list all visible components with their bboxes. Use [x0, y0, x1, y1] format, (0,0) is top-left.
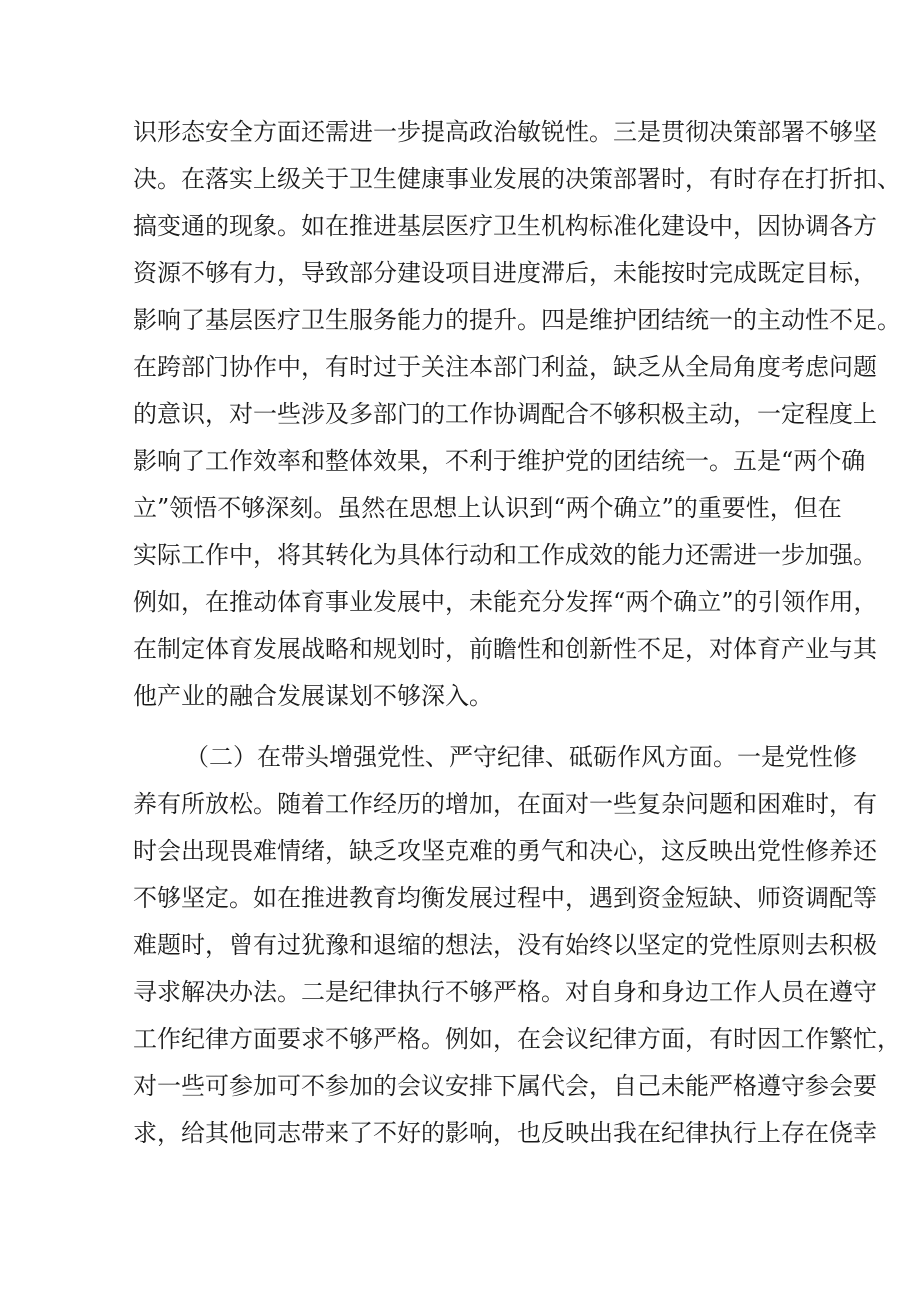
paragraph-line: 的意识，对一些涉及多部门的工作协调配合不够积极主动，一定程度上 — [133, 400, 877, 428]
paragraph-line: 对一些可参加可不参加的会议安排下属代会，自己未能严格遵守参会要 — [133, 1072, 877, 1100]
paragraph-line: 搞变通的现象。如在推进基层医疗卫生机构标准化建设中，因协调各方 — [133, 212, 877, 240]
paragraph-line: 求，给其他同志带来了不好的影响，也反映出我在纪律执行上存在侥幸 — [133, 1119, 877, 1147]
paragraph-line: 影响了工作效率和整体效果，不利于维护党的团结统一。五是“两个确 — [133, 447, 866, 475]
paragraph-line: 资源不够有力，导致部分建设项目进度滞后，未能按时完成既定目标， — [133, 259, 877, 287]
paragraph-line: 决。在落实上级关于卫生健康事业发展的决策部署时，有时存在打折扣、 — [133, 165, 901, 193]
paragraph-line: 不够坚定。如在推进教育均衡发展过程中，遇到资金短缺、师资调配等 — [133, 884, 877, 912]
paragraph-line: 在跨部门协作中，有时过于关注本部门利益，缺乏从全局角度考虑问题 — [133, 353, 877, 381]
paragraph-line: 实际工作中，将其转化为具体行动和工作成效的能力还需进一步加强。 — [133, 541, 877, 569]
paragraph-line: 识形态安全方面还需进一步提高政治敏锐性。三是贯彻决策部署不够坚 — [133, 118, 877, 146]
paragraph-line: 他产业的融合发展谋划不够深入。 — [133, 682, 493, 710]
paragraph-line: 例如，在推动体育事业发展中，未能充分发挥“两个确立”的引领作用， — [133, 588, 878, 616]
paragraph-line: 影响了基层医疗卫生服务能力的提升。四是维护团结统一的主动性不足。 — [133, 306, 901, 334]
section-heading-line: （二）在带头增强党性、严守纪律、砥砺作风方面。一是党性修 — [185, 743, 857, 771]
paragraph-line: 时会出现畏难情绪，缺乏攻坚克难的勇气和决心，这反映出党性修养还 — [133, 837, 877, 865]
paragraph-line: 难题时，曾有过犹豫和退缩的想法，没有始终以坚定的党性原则去积极 — [133, 931, 877, 959]
paragraph-line: 养有所放松。随着工作经历的增加，在面对一些复杂问题和困难时，有 — [133, 790, 877, 818]
paragraph-line: 工作纪律方面要求不够严格。例如，在会议纪律方面，有时因工作繁忙， — [133, 1025, 901, 1053]
paragraph-line: 在制定体育发展战略和规划时，前瞻性和创新性不足，对体育产业与其 — [133, 635, 877, 663]
paragraph-line: 立”领悟不够深刻。虽然在思想上认识到“两个确立”的重要性，但在 — [133, 494, 842, 522]
paragraph-line: 寻求解决办法。二是纪律执行不够严格。对自身和身边工作人员在遵守 — [133, 978, 877, 1006]
